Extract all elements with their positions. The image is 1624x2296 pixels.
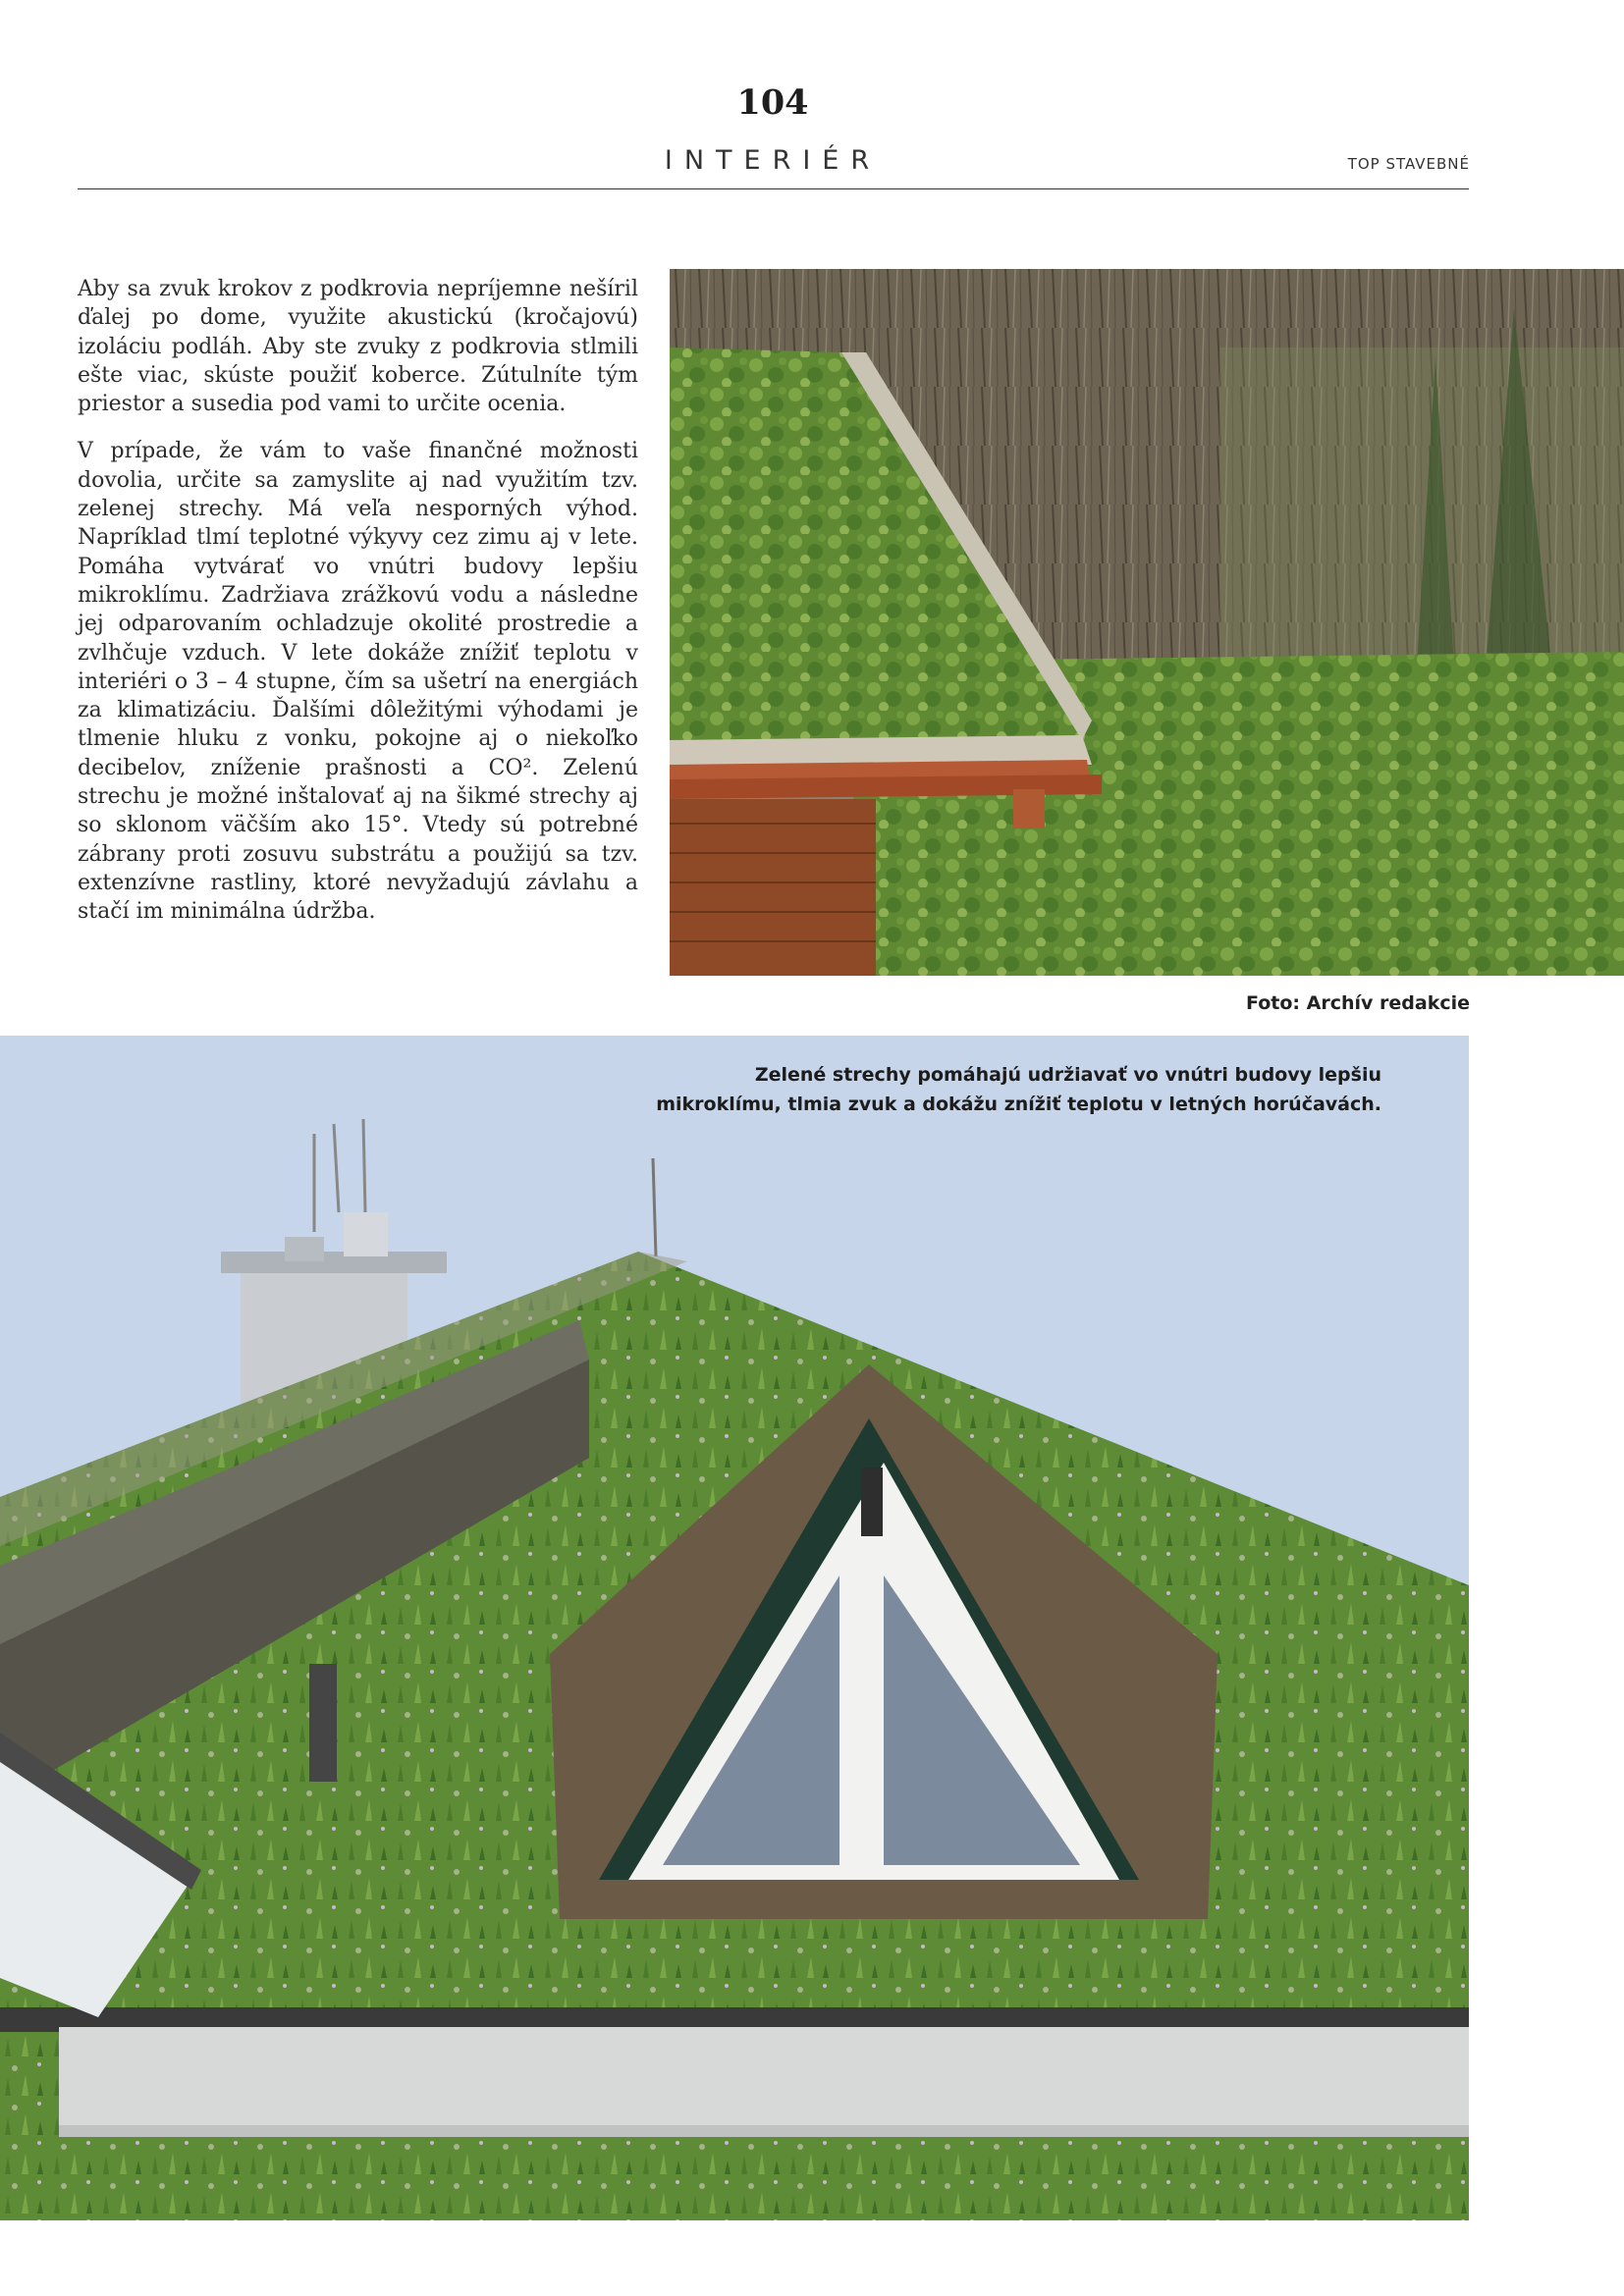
article-body [78, 275, 638, 945]
header-rule [78, 188, 1469, 189]
page-number: 104 [736, 82, 809, 123]
article-paragraph: V prípade, že vám to vaše finančné možnosti dovolia, určite sa zamyslite aj nad využitím tzv. zelenej strechy. Má veľa nesporných výhod. Napríklad tlmí teplotné výkyvy cez zimu aj v lete. Pomáha vytvárať vo vnútri budovy lepšiu mikroklímu. Zadržiava zrážkovú vodu a následne jej odparovaním ochladzuje okolité prostredie a zvlhčuje vzduch. V lete dokáže znížiť teplotu v interiéri o 3 – 4 stupne, čím sa ušetrí na energiách za klimatizáciu. Ďalšími dôležitými výhodami je tlmenie hluku z vonku, pokojne aj o niekoľko decibelov, zníženie prašnosti a CO². Zelenú strechu je možné inštalovať aj na šikmé strechy aj so sklonom väčším ako 15°. Vtedy sú potrebné zábrany proti zosuvu substrátu a použijú sa tzv. extenzívne rastliny, ktoré nevyžadujú závlahu a stačí im minimálna údržba. [78, 439, 638, 925]
photo-caption: Zelené strechy pomáhajú udržiavať vo vnútri budovy lepšiu mikroklímu, tlmia zvuk a dokážu znížiť teplotu v letných horúčavách. [656, 1064, 1381, 1115]
green-roof-photo-bottom [0, 1036, 1469, 2220]
magazine-name: TOP STAVEBNÉ [1347, 155, 1470, 173]
photo-credit: Foto: Archív redakcie [1246, 992, 1470, 1014]
section-title: INTERIÉR [664, 145, 882, 176]
article-paragraph: Aby sa zvuk krokov z podkrovia nepríjemne nešíril ďalej po dome, využite akustickú (kročajovú) izoláciu podláh. Aby ste zvuky z podkrovia stlmili ešte viac, skúste použiť koberce. Zútulníte tým priestor a susedia pod vami to určite ocenia. [78, 277, 638, 417]
green-roof-photo-top [670, 269, 1624, 976]
